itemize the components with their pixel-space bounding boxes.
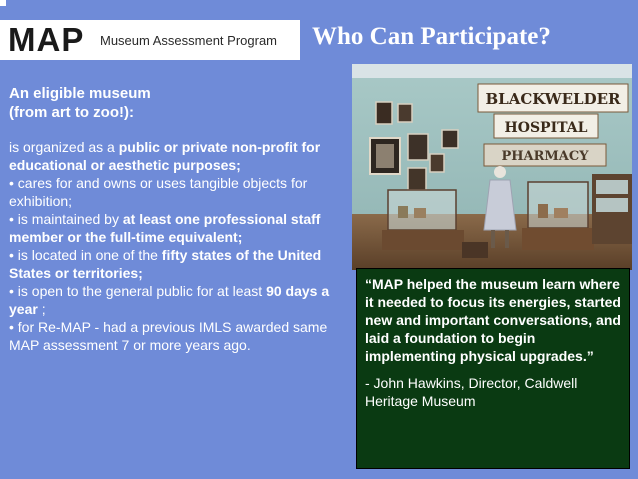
criterion-suffix: ; [37, 301, 46, 317]
criterion-text: • is open to the general public for at least [9, 283, 267, 299]
logo-banner [0, 20, 300, 60]
museum-exhibit-photo [352, 64, 632, 270]
heading-line-2: (from art to zoo!): [9, 104, 134, 121]
corner-mark [0, 0, 6, 6]
testimonial-box [356, 268, 630, 469]
criterion-emphasis: 90 days a year [9, 283, 330, 317]
criterion-text: • is located in one of the [9, 247, 162, 263]
criterion-text: • is maintained by [9, 211, 123, 227]
criterion-item [9, 210, 349, 246]
criterion-emphasis: fifty states of the United States or territories; [9, 247, 322, 281]
sign-text: PHARMACY [501, 149, 589, 164]
criterion-item [9, 246, 349, 282]
heading-line-1: An eligible museum [9, 85, 151, 102]
criterion-emphasis: public or private non-profit for educational or aesthetic purposes; [9, 139, 321, 173]
criterion-text: • cares for and owns or uses tangible objects for exhibition; [9, 175, 308, 209]
slide-title: Who Can Participate? [312, 23, 551, 50]
eligibility-text [9, 84, 349, 354]
criterion-item [9, 174, 349, 210]
testimonial-quote: “MAP helped the museum learn where it needed to focus its energies, started new and important conversations, and laid a foundation to begin implementing physical upgrades.” [365, 276, 621, 364]
eligibility-heading [9, 84, 349, 122]
logo-subtitle: Museum Assessment Program [100, 33, 278, 48]
criterion-item [9, 282, 349, 318]
criterion-item [9, 138, 349, 174]
criterion-emphasis: at least one professional staff member or the full-time equivalent; [9, 211, 321, 245]
criterion-item [9, 318, 349, 354]
criterion-text: • for Re-MAP - had a previous IMLS awarded same MAP assessment 7 or more years ago. [9, 319, 328, 353]
sign-text: HOSPITAL [504, 120, 588, 136]
sign-text: BLACKWELDER [485, 90, 621, 108]
criterion-text: is organized as a [9, 139, 119, 155]
testimonial-attribution: - John Hawkins, Director, Caldwell Heritage Museum [365, 375, 578, 409]
logo-mark: MAP [8, 21, 85, 58]
